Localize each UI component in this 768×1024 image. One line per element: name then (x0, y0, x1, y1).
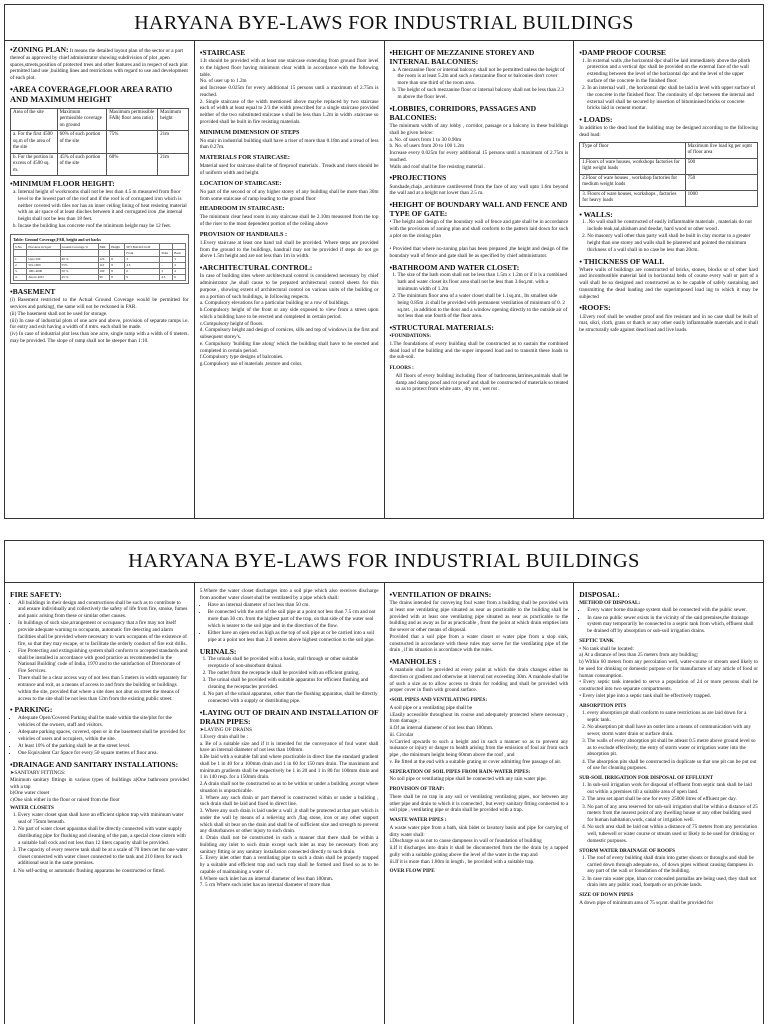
loads-text: In addition to the dead load the building may be designed according to the following dead load: (579, 125, 758, 138)
table-row (580, 142, 758, 158)
list-item: 3. No part of any area reserved for sub-soil irrigation shall be within a distance of 25 meters from the nearest point of any dwelling house or any other building used for human habitation,work, canal or irrigation well. (587, 804, 758, 824)
heading-storm-water: STORM WATER DRAINAGE OF ROOFS (579, 847, 676, 854)
list-item: 4. The absorption pits shall be constructed in duplicate so that one pit can be put out of use for cleaning purposes. (587, 759, 758, 773)
page-title: HARYANA BYE-LAWS FOR INDUSTRIAL BUILDINGS (128, 550, 640, 573)
list-item: 2. No absorption pit shall have an outlet into a means of communication with any sewer, storm water drain or surface drain. (587, 724, 758, 738)
list-item: 3. The walls of every absorption pit shall be atleast 0.5 metre above ground level so as to exclude effectively, the entry of storm water or irrigation water into the absorption pit. (587, 738, 758, 758)
heading-floors: FLOORS : (389, 365, 414, 372)
list-item: • Have an internal diameter of not less than 50 cm. (208, 602, 379, 609)
table-cell: 60% (107, 153, 158, 176)
waste-water-pipes-text: A waste water pipe from a bath, sink bidet or lavatory basin and pipe for carrying of dirty water shall: i.Discharge so as not to cause dampness in wall or foundation of building ii.If it discharges into drain it shall be disconnected from the the drain by a tapped gully with a suitable grating above the level of the water in the trap and iii.If it is more than 1.80m in length , be provided with a suitable trap. (389, 824, 569, 865)
sanitary-fittings-text: ➤SANITARY FITTINGS: Minimum sanitary fittings in various types of buildings a)One bathroom provided with a tap b)One water closet c)One sink either in the floor or raised from the floor (10, 770, 189, 804)
list-item: • Adequate Open/Covered Parking shall be made within the site/plot for the vehicles of the owners, staff and visitors. (18, 715, 189, 729)
list-item: 1. Every water closet span shall have an efficient siphon trap with minimum water seal of 75mm beneath. (18, 812, 189, 826)
column-2 (195, 41, 385, 518)
list-item: • All buildings in their design and constructions shall be such as to contribute to and ensure individually and collectively the safety of life from fire, smoke, fumes and panic arising from these or similar other causes. (18, 600, 189, 620)
heading-min-dimension-steps: MINIMUM DIMENSION OF STEPS (199, 128, 300, 136)
handrails-text: 1.Every staircase at least one hand rail shall be provided. Where steps are provided from the ground to the buildings, handrail may not be provided if steps do not go above 1.5m height and are not less than 1m in width. (199, 239, 379, 260)
list-item: 3. The capacity of every reserve tank shall be at a scale of 70 liters net for one water closet connected with water closet connected to the tank and 210 liters for each additional seat in the same premises. (18, 847, 189, 867)
walls-list (579, 219, 758, 253)
list-item: 2. In case rain water pipe, khan or concealed parnallas are being used, they shall not drain into any public road, footpath or on private lands. (587, 876, 758, 890)
table-cell: Maximum live load kg per sqmt of floor area (685, 142, 757, 158)
roofs-text: 1.Every roof shall be weather proof and fire resistant and in no case shall be built of mat, sikri, cloth, grass or thatch or any other easily inflammable materials and it shall be structurally safe against dead load and live loads. (579, 313, 758, 334)
table-row (11, 131, 189, 154)
column-3 (385, 41, 575, 518)
table-cell: Maximum permissible coverage on ground (57, 108, 107, 131)
page-title: HARYANA BYE-LAWS FOR INDUSTRIAL BUILDINGS (134, 11, 634, 34)
heading-soil-pipes: •SOIL PIPES AND VENTILATING PIPES: (389, 697, 488, 704)
table-cell: FAR (98, 244, 110, 250)
banner (5, 5, 763, 41)
table-row (580, 158, 758, 174)
list-item: 4. No part of the urinal apparatus, other than the flushing apparatus, shall be directly connected with a supply or distributing pipe. (208, 691, 379, 705)
table-row (11, 108, 189, 131)
list-item: 1. In sub-soil irrigation work for disposal of effluent from septic tank shall be laid out within a premises till a suitable area of open land. (587, 782, 758, 796)
table-cell: SET BACKS in M (125, 244, 160, 250)
table-cell: Above 4001 (27, 274, 60, 280)
heading-sub-soil-irrigation: SUB-SOIL IRRIGATION FOR DISPOSAL OF EFFLUENT (579, 775, 714, 782)
heading-basement: •BASEMENT (10, 287, 56, 297)
projections-text: Sunshade,chaja ,architrave cantilevered from the face of any wall upto 1.6m beyond the wall and at a height not lower than 2.5 m. (389, 183, 569, 197)
heading-fire-safety: FIRE SAFETY: (10, 590, 62, 599)
table-cell: Back (173, 250, 185, 256)
table-cell: 21m (158, 131, 189, 154)
wall-thickness-text: Where walls of buildings are constructed of bricks, stones, blocks or of other hard and incombustible material laid in horizontal beds of course every wall or part of a wall shall be so designed and constructed as to be capable of safely sustaining and transmitting the dead loading and the superimposed load ing to which it may be subjected (579, 266, 758, 300)
list-item: • There shall be a clear access way of not less than 5 meters in width separately for entrance and exit, as a means of access to and from the building or buildings within the site, provided that where a site does not abut on street the means of access to the site shall be not less than 12m from the existing public street. (18, 675, 189, 702)
heading-mezzanine: •HEIGHT OF MEZZANINE STOREY AND INTERNAL BALCONIES: (389, 48, 535, 67)
heading-architectural-control: •ARCHITECTURAL CONTROL: (199, 263, 313, 273)
list-item: 2. The outlet from the receptacle shall be provided with an efficient grating. (208, 670, 379, 677)
column-4 (574, 583, 763, 1024)
table-cell: Upto 500 (27, 256, 60, 262)
list-item: • In buildings of such size,arrangement or occupancy that a fire may not itself provide adequate warning to occupants, automatic fire detecting and alarm facilities shall be provided where necessary to warn occupants of the existence of fire, so that they may escape, or to facilitate the orderly conduct of fire exit drills. (18, 620, 189, 647)
heading-loads: • LOADS: (579, 115, 613, 125)
bathroom-list (390, 272, 569, 320)
table-cell: 9 (125, 274, 160, 280)
mezzanine-list (390, 67, 569, 101)
boundary-wall-text: • The height and design of the boundary wall of fence and gate shall be in accordance with the provisions of zoning plan and shall conform to the pattern laid down for such a plot on the zoning plan • Provided that where no-zoning plan has been prepared ,the height and design of the boundary wall of fence and gate shall be as specified by chief administrator. (389, 219, 569, 260)
heading-drainage: •DRAINAGE AND SANITARY INSTALLATIONS: (10, 759, 179, 769)
column-2 (195, 583, 385, 1024)
floor-height-list (10, 189, 189, 230)
list-item: 2. The area set apart shall be one for every 25000 litres of effluent per day. (587, 796, 758, 803)
table-cell: 1001-4000 (27, 268, 60, 274)
list-item: 1. every absorption pit shall conform to same restrictions as are laid down for a septic tank. (587, 710, 758, 724)
septic-tank-text: • No tank shall be located: a) At a distance of less than 25 meters from any building; b) Within 60 meters from any percolation well, water-course or stream used likely to be used for drinking or domestic purpose or for manufacture of any article of food or human consumption. • Every septic tank intended to serve a population of 24 or more persons shall be constructed into two separate compartments. • Every inlet pipe into a septic tank shall be effectively trapped. (579, 645, 758, 699)
heading-boundary-wall: •HEIGHT OF BOUNDARY WALL AND FENCE AND TYPE OF GATE: (389, 200, 568, 219)
lobbies-text: The minimum width of any lobby , corridor, passage or a balcony in these buildings shall be given below: a. No. of users from 1 to 30 0.90m b. No. of users from 20 to 100 1.2m Increase every 0.025m for every additional 15 persons until a maximum of 2.75m is reached. Walls and roof shall be fire resisting material . (389, 123, 569, 170)
setback-table-caption: Table: Ground Coverage,FAR, height and set backs (13, 237, 101, 243)
table-cell: 75% (107, 131, 158, 154)
heading-disposal: DISPOSAL: (579, 590, 620, 599)
heading-laying-drains: •LAYING OUT OF DRAIN AND INSTALLATION OF DRAIN PIPES: (199, 707, 379, 726)
setback-table-image (10, 234, 189, 284)
heading-urinals: URINALS: (199, 646, 237, 656)
list-item: • One Equivalent Car Space for every 50 square metres of floor area. (18, 750, 189, 757)
storm-water-list (579, 855, 758, 889)
list-item: a. A mezzanine floor or internal balcony shall not be permitted unless the height of the room is at least 5.2m and such a mezzanine floor or balconies don't cover more than one third of the room area. (398, 67, 569, 87)
table-cell: Maximum permissible FAR( floor area ratio) (107, 108, 158, 131)
damp-proof-list (579, 58, 758, 113)
table-cell: 750 (685, 174, 757, 190)
urinals-list (200, 656, 379, 705)
separation-soil-pipes-text: No soil pipe or ventilating pipe shall be connected with any rain water pipe. (389, 776, 547, 783)
foundations-text: 1.The foundations of every building shall be constructed as to sustain the combined dead load of the building and the super imposed load and to transmit these loads to the sub-soil. (389, 340, 569, 361)
column-1 (5, 41, 195, 518)
list-item: a. Internal height of workrooms shall not be less than 4.5 m measured from floor level to the lowest part of the roof and if the roof is of corrugated iron which is neither covered with tiles nor has an inner ceiling lining of heat resisting material with an air space of at least 4inches between it and corrugated iron ,the internal height shall not be less than 18 feet. (18, 189, 189, 223)
architectural-control-text: In case of building sites where architectural control is considered necessary by chief administrator ,he shall cause to be prepared architectural control sheets for this purpose , showing extent of architectural control on various units of the building or on a portion of such buildings, in following respects. a. Compulsory elevations for a particular building or a row of buildings. b.Compulsory height of the front or any side exposed to view from a street upon which a building have to be erected and completed in certain period. c.Compulsory height of floors. d. Compulsory height and design of cornices, sills and top of windows in the first and subsequent storey's. e. Compulsory 'building line along' which the building shall have to be erected and completed in certain period. f.Compulsory type designs of balconies. g.Compulsory use of materials ,texture and color. (199, 273, 379, 368)
table-cell: 4.5 (125, 262, 160, 268)
table-cell: 6 (125, 268, 160, 274)
headroom-text: The minimum clear head room in any staircase shall be 2.10m measured from the top of the riser to the most dependent portion of the ceiling above (199, 214, 379, 228)
table-cell: 3 (125, 256, 160, 262)
sub-soil-irrigation-list (579, 782, 758, 844)
heading-handrails: PROVISION OF HANDRAILS : (199, 230, 288, 238)
heading-ventilation-drains: •VENTILATION OF DRAINS: (389, 590, 492, 599)
table-cell: - (160, 262, 173, 268)
heading-zoning-plan: •ZONING PLAN: (10, 45, 69, 54)
heading-staircase-location: LOCATION OF STAIRCASE: (199, 179, 282, 187)
heading-roofs: •ROOFS: (579, 303, 611, 313)
disposal-list (579, 607, 758, 635)
table-cell: 501-1000 (27, 262, 60, 268)
table-cell: 6 (173, 274, 185, 280)
heading-projections: •PROJECTIONS (389, 173, 447, 183)
loads-table (579, 142, 758, 207)
list-item: • Adequate parking spaces, covered, open or in the basement shall be provided for vehicles of users and occupiers, within the site. (18, 729, 189, 743)
table-cell: 8 (110, 274, 125, 280)
heading-staircase-materials: MATERIALS FOR STAIRCASE: (199, 154, 290, 162)
table-cell: b. For the portion in excess of 4500 sq. m. (11, 153, 58, 176)
table-cell: 90 (98, 274, 110, 280)
table-row (580, 190, 758, 206)
table-cell: 8 (110, 268, 125, 274)
banner (5, 541, 763, 583)
heading-area-coverage: •AREA COVERAGE,FLOOR AREA RATIO AND MAXIMUM HEIGHT (10, 84, 173, 104)
table-cell: 4.5 (160, 274, 173, 280)
list-item: • Every water borne drainage system shall be connected with the public sewer. (587, 607, 758, 614)
manholes-text: A manhole shall be provided at every point at which the drain changes either its direction or gradient and otherwise at interval not exceeding 30m. A manhole shall be of such a size as to allow access to drain for rodding and shall be provided with proper cover in flush with ground surface. (389, 667, 569, 694)
list-item: 1. The size of the bath room shall not be less than 1.5m x 1.2m or if it is a combined bath and water closet its floor area shall not be less than 3.6sq.mt. with a minimum width of 1.2m (398, 272, 569, 292)
table-cell: - (160, 256, 173, 262)
table-cell: 3. Floors of ware houses, workshops , factories for heavy loads (580, 190, 685, 206)
table-cell: Type of floor (580, 142, 685, 158)
heading-waste-water-pipes: WASTE WATER PIPES : (389, 817, 447, 824)
table-cell: 3. (14, 268, 27, 274)
heading-walls: • WALLS: (579, 209, 613, 219)
column-3 (385, 583, 575, 1024)
list-item: 1. .No wall shall be constructed of easily inflammable materials , materials do not include teak,sal,shisham and deodar, hard wood or other wood . (587, 219, 758, 233)
table-cell: 1. (14, 256, 27, 262)
list-item: 1. In external walls ,the horizontal dpc shall be laid immediately above the plinth protection and a vertical dpc shall be provided on the external face of the wall extending between the level of the horizontal dpc and the level of the upper surface of the concrete in the finished floor. (587, 58, 758, 85)
table-row (14, 274, 186, 280)
table-cell: 8 (110, 256, 125, 262)
heading-parking: • PARKING: (10, 705, 53, 715)
list-item: 4. No such area shall be laid out within a distance of 75 meters from any percolation well, tubewell or water course or stream used or likely to be used for drinking or domestic purposes. (587, 824, 758, 844)
table-row (11, 153, 189, 176)
table-cell: 120 (98, 256, 110, 262)
heading-staircase: •STAIRCASE (199, 48, 246, 57)
floors-text: All floors of every building including floor of bathrooms,latrines,animals shall be damp and damp proof and rot proof and shall be constructed of materials so treated so as to protect from white ants , dry rot , wet rot . (395, 372, 569, 393)
table-cell: 60% of such portion of the site (57, 131, 107, 154)
list-item: b. Incase the building has concrete roof the minimum height may be 12 feet. (18, 223, 189, 230)
heading-septic-tank: SEPTIC TANK (579, 637, 614, 644)
water-closet-vent-list (200, 602, 379, 644)
table-cell: 100 (98, 268, 110, 274)
list-item: 2. In an internal wall , the horizontal dpc shall be laid in level with upper surface of the concrete in the finished floor. The continuity of dpc between the internal and external wall shall be secured by insertion of bituminised bricks or concrete bricks laid in cement mortar. (587, 85, 758, 112)
table-cell: Height (110, 244, 125, 250)
setback-table (13, 243, 186, 281)
table-cell: Plot Area in Sq.m (27, 244, 60, 250)
heading-water-closets: WATER CLOSETS (10, 804, 54, 811)
list-item: 3. The urinal shall be provided with suitable apparatus for efficient flushing and cleaning the receptacles provided. (208, 677, 379, 691)
table-cell: 21m (158, 153, 189, 176)
table-cell: 50 % (60, 268, 98, 274)
soil-pipes-text: A soil pipe or a ventilating pipe shall be i.Easily accessible throughout its course and adequately protected where necessary , from damage ; ii.Of an internal diameter of not less than 100mm. iii. Circular iv.Carried upwards to such a height and in such a manner so as to prevent any nuisance or injury or danger to health arising from the emission of foul air from such pipe , the minimum height being 60mm above the roof , and v. Be fitted at the end with a suitable grating or cover admitting free passage of air. (389, 704, 569, 765)
panel-bylaws-part-2 (4, 540, 764, 1024)
table-cell: 1.Floors of ware houses, workshops factories for light weight loads (580, 158, 685, 174)
list-item: • Either have an open end as high as the top of soil pipe at or be carried into a soil pipe at a point not less than 2.0 meters above highest connection to the soil pipe. (208, 630, 379, 644)
table-cell: 2. (14, 262, 27, 268)
ventilation-drains-text: The drains intended for conveying foul water from a building shall be provided with at least one ventilating pipe situated as near as practicable to the building shall be provided with at least one ventilating pipe situated as near as practicable to the building and as away as far as practicable , from the point at which drain empties into the sewer or other means of disposal. Provided that a soil pipe from a water closet or water pipe from a slop sink, constructed in accordance with these rules may serve for the ventilating pipe of the drain , if its situation is accordance with the rules. (389, 600, 569, 654)
table-cell: 45% of such portion of the site (57, 153, 107, 176)
list-item: b. The height of such mezzanine floor or internal balcony shall not be less than 2.3 m above the floor level. (398, 87, 569, 101)
column-1 (5, 583, 195, 1024)
table-cell: 1000 (685, 190, 757, 206)
fire-safety-list (10, 600, 189, 703)
table-cell: 60 % (60, 256, 98, 262)
heading-down-pipes: SIZE OF DOWN PIPES (579, 892, 634, 899)
table-cell: 4 (173, 268, 185, 274)
staircase-materials-text: Material used for staircase shall be of fireproof materials . Treads and risers should be of uniform width and height. (199, 163, 379, 176)
table-cell: 45 % (60, 274, 98, 280)
water-closet-continued-text: 5.Where the water closet discharges into a soil pipe which also receives discharge from another water closet shall be ventilated by a pipe which shall: (199, 588, 379, 601)
down-pipes-text: A down pipe of minimum area of 75 sq.mt. shall be provided for (579, 899, 714, 906)
table-cell: Area of the site (11, 108, 58, 131)
table-cell: 8 (110, 262, 125, 268)
heading-headroom: HEADROOM IN STAIRCASE: (199, 205, 285, 213)
heading-overflow-pipe: OVER FLOW PIPE (389, 868, 435, 875)
table-cell: 55% (60, 262, 98, 268)
absorption-pits-list (579, 710, 758, 772)
table-cell: 3 (160, 268, 173, 274)
table-cell: Ground Coverage % (60, 244, 98, 250)
staircase-location-text: No part of the second or of any higher storey of any building shall be more than 30m from some staircase of ramp leading to the ground floor (199, 188, 379, 202)
list-item: 2. No part of water closet apparatus shall be directly connected with water supply distributing pipe for flushing and cleaning of the pan, a special close cistern with a suitable ball cock and not less than 12 liters capacity shall be provided. (18, 826, 189, 846)
column-4 (574, 41, 763, 518)
table-cell: 3 (173, 256, 185, 262)
list-item: 4. No self-acting or automatic flushing apparatus be constructed or fitted. (18, 868, 189, 875)
water-closets-list (10, 812, 189, 874)
list-item: 2. No masonry wall other than party wall shall be built in clay mortar to a greater height than one storey and walls shall be plastered and pointed the minimum thickness of a wall shall in no case be less than 20cm. (587, 233, 758, 253)
panel-bylaws-part-1 (4, 4, 764, 519)
heading-absorption-pits: ABSORPTION PITS (579, 702, 627, 709)
table-cell: 110 (98, 262, 110, 268)
heading-manholes: •MANHOLES : (389, 657, 441, 667)
table-cell: Maximum height (158, 108, 189, 131)
basement-text: (i) Basement restricted to the Actual Ground Coverage would be permitted for services and parking(, the same will not be reckoned in FAR. (ii) The basement shall not be used for storage. (iii) In case of industrial plots of one acre and above, provision of separate ramps i.e. for entry and exit having a width of 4 mtrs. each shall be made. (iv) In case of industrial plot less than one acre, single ramp with a width of 6 meters. may be provided. The slope of ramp shall not be steeper than 1:10. (10, 297, 189, 344)
list-item: • In case no public sewer exists in the vicinity of the said premises,the drainage system may temporarily be connected to a septic tank from which, effluent shall be drained off by absorption or sub-soil irrigation drains. (587, 615, 758, 635)
table-cell: S.No. (14, 244, 27, 250)
area-coverage-table (10, 108, 189, 177)
min-dimension-text: No stair in industrial building shall have a riser of more than 0.18m and a tread of less than 0.27m. (199, 137, 379, 151)
provision-trap-text: There shall be no trap in any soil or ventilating ventilating pipes, nor between any other pipe and drain to which it is connected , but every sanitary fitting connected to a soil pipe , ventilating pipe or drain shall be provided with a trap. (389, 793, 569, 814)
heading-provision-trap: PROVISION OF TRAP: (389, 786, 445, 793)
heading-damp-proof-course: •DAMP PROOF COURSE (579, 48, 666, 57)
table-cell: 4. (14, 274, 27, 280)
staircase-text: 1.It should be provided with at least one staircase extending from ground floor level to the highest floor having minimum clear width in accordance with the following table. No. of user up to 1.2m and Increase 0.025m for every additional 15 persons until a maximum of 2.75m is reached. 2. Single staircase of the width mentioned above maybe replaced by two staircase each of width at least equal to 2/3 the width prescribed for a single staircase provided neither of the two substituted staircase s shall be less than 1.2m in width .staircase so provided shall be built in fire resisting materials. (199, 58, 379, 125)
heading-bathroom: •BATHROOM AND WATER CLOSET: (389, 262, 520, 272)
table-cell: a. For the first 4500 sq.m of the area of the site (11, 131, 58, 154)
list-item: 1. The roof of every building shall drain into gutter shoots or throughs and shall be carried down through adequate no,. of down pipes without causing dampness in any part of the wall or foundation of the building. (587, 855, 758, 875)
list-item: • At least 10% of the parking shall be at the street level. (18, 743, 189, 750)
heading-lobbies: •LOBBIES, CORRIDORS, PASSAGES AND BALCONIES: (389, 103, 537, 123)
table-cell: 500 (685, 158, 757, 174)
list-item: 2. The minimum floor area of a water closet shall be 1.1sq.mt., Its smallest side being 0.85m .it shall be provided with permanent ventilation of minimum of 0. 2 sq.mt. , in addition to the door and a window opening directly to the outside air of not less than one fourth of the floor area. (398, 293, 569, 320)
table-cell: 4 (173, 262, 185, 268)
laying-drains-text: ➤LAYING OF DRAINS 1.Every drain shall be : a. Be of a suitable size and if it is intended for the conveyance of foul water shall have an internal diameter of not less than 100mm. b.Be laid with a suitable fall and where practicable in direct line the standard gradient shall be 1 in 40 for a 100mm drain and 1 in 60 for 150 mm drain. The maximum and minimum gradients shall be respectively be 1 in 20 and 1 in 80 for 100mm drain and 1 in 140 resp. for a 150mm drain. 2.A drain shall not be constructed so as to be within or under a building ,except where situation is unpracticable. 3. Where any such drain or part thereof is constructed within or under a building , such drain shall be laid and fixed in direct line. 3. Where any such drain is laid under a wall ,it shall be protected at that part which is under the wall by means of a relieving arch ,flag stone, iron or any other support which shall sit bear on the drain and shall be of sufficient size and strength to prevent any disturbances or other injury to such drain. 4. Drain shall not be constructed in such a manner that there shall be within a building any inlet to such drain except such inlet as may be necessary from any sanitary fitting or any sanitary installation connected directly to such drain. 5. Every inlet other than a ventilating pipe to such a drain shall be properly trapped by a suitable and efficient trap and such trap shall be formed and fixed so as to be capable of maintaining a water of . 6.Where such inlet has an internal diameter of less than 100mm. 7. 5 cm Where such inlet has an internal diameter of more than (199, 727, 379, 889)
list-item: • Be connected with the arm of the soil pipe at a point not less than 7.5 cm and not more than 30 cm. from the highest part of the trap, on that side of the water seal which is nearer to the soil pipe and in the direction of the flow. (208, 609, 379, 629)
heading-foundations: •FOUNDATIONS: (389, 333, 431, 340)
heading-separation-soil-pipes: SEPERATION OF SOIL PIPES FROM RAIN-WATER PIPES: (389, 768, 531, 775)
table-cell: Sides (160, 250, 173, 256)
zoning-plan-text: It means the detailed layout plan of the sector or a part thereof as approved by chief administrator showing subdivision of plot ,open spaces,streets,position of protected trees and other features and in respect of each plot permitted land use ,building lines and restrictions with regard to use and development of each plot. (10, 48, 188, 81)
list-item: 1. The urinals shall be provided with a basin, stall through or other suitable receptacle of non-absorbant drainal. (208, 656, 379, 670)
list-item: • Fire Protecting and extinguishing system shall conform to accepted standards and shall be installed in accordance with good practice as recommended in the National Building' code of India, 1970 and to the satisfaction of Directorate of Fire Services. (18, 648, 189, 675)
table-row (580, 174, 758, 190)
heading-structural-materials: •STRUCTURAL MATERIALS: (389, 323, 494, 333)
heading-method-disposal: METHOD OF DISPOSAL: (579, 600, 641, 607)
parking-list (10, 715, 189, 757)
heading-wall-thickness: • THICKNESS OF WALL (579, 256, 665, 266)
table-cell: 2.Floor of ware houses , workshop factories for medium weight loads (580, 174, 685, 190)
heading-min-floor-height: •MINIMUM FLOOR HEIGHT: (10, 179, 115, 189)
table-cell: Front (125, 250, 160, 256)
